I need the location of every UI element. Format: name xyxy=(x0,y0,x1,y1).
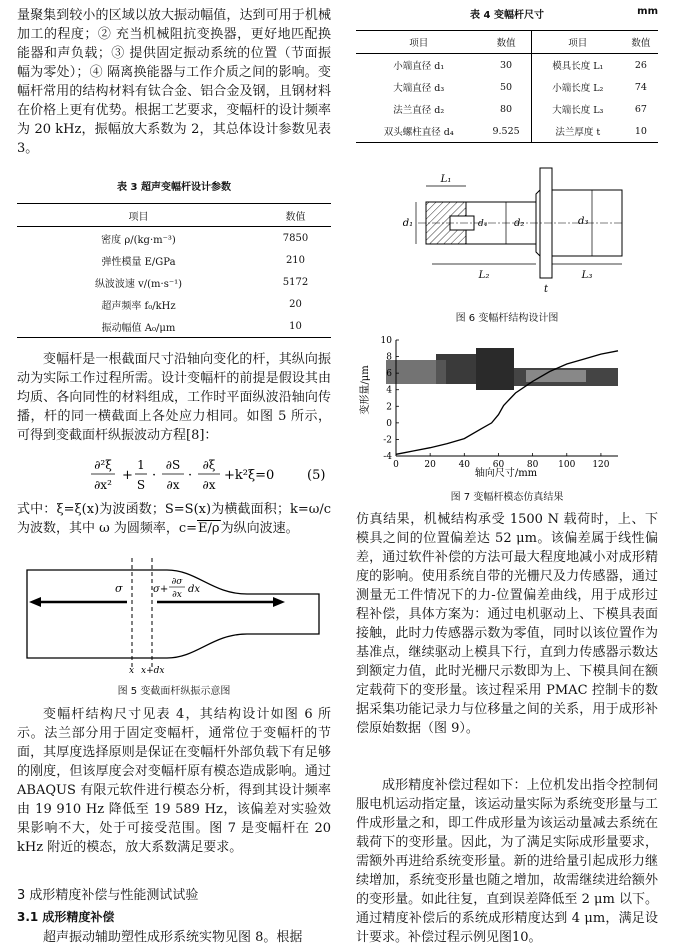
label-sigma: σ xyxy=(115,582,123,595)
table-header: 数值 xyxy=(260,204,331,227)
y-tick-label: 4 xyxy=(386,385,392,396)
table-cell: 210 xyxy=(285,254,306,266)
table-cell: 小端长度 L₂ xyxy=(531,76,624,98)
table3-caption: 表 3 超声变幅杆设计参数 xyxy=(117,182,231,193)
label-t: t xyxy=(543,284,549,295)
table-header-row xyxy=(356,31,658,54)
eq-term4-den: ∂x xyxy=(202,478,216,492)
table-cell: 纵波波速 v/(m·s⁻¹) xyxy=(94,278,183,290)
contour-block xyxy=(476,348,514,390)
x-tick-label: 20 xyxy=(424,460,436,470)
y-tick-label: 6 xyxy=(386,369,392,380)
table-cell: 10 xyxy=(634,125,647,137)
figure6-diagram xyxy=(396,164,626,300)
label-dx: dx xyxy=(188,584,201,595)
table-row xyxy=(17,249,331,271)
table-header: 项目 xyxy=(531,31,624,54)
table-cell: 20 xyxy=(289,298,302,310)
eq-term1-den: ∂x² xyxy=(94,478,112,492)
table-header-row xyxy=(17,204,331,227)
y-tick-label: -2 xyxy=(383,435,392,446)
table3 xyxy=(17,203,331,338)
table-cell: 弹性模量 E/GPa xyxy=(101,256,176,268)
table-cell: 50 xyxy=(500,81,513,93)
table-cell: 9.525 xyxy=(492,125,520,137)
table-cell: 双头螺柱直径 d₄ xyxy=(383,127,454,138)
eq-term1-num: ∂²ξ xyxy=(94,458,112,472)
table-header: 数值 xyxy=(481,31,531,54)
x-tick-label: 100 xyxy=(558,460,576,470)
eq-dot: · xyxy=(152,468,157,483)
subsection-heading: 3.1 成形精度补偿 xyxy=(17,910,115,924)
y-tick-label: 8 xyxy=(386,352,392,363)
table-cell: 大端长度 L₃ xyxy=(531,98,624,120)
table-cell: 超声频率 f₀/kHz xyxy=(101,300,176,312)
y-tick-label: 2 xyxy=(386,402,392,413)
figure5-diagram xyxy=(17,552,331,676)
label-x: x xyxy=(129,666,135,676)
figure5-caption: 图 5 变截面杆纵振示意图 xyxy=(117,686,231,697)
label-dsigma: ∂σ xyxy=(171,577,183,587)
paragraph: 变幅杆是一根截面尺寸沿轴向变化的杆，其纵向振动为实际工作过程所需。设计变幅杆的前提是假设其由均质、各向同性的材料组成，工作时平面纵波沿轴向传播，杆的同一横截面上各处应力相同。如图 5 所示，可得到变截面杆纵振波动方程[8]： xyxy=(17,352,331,443)
x-tick-label: 80 xyxy=(526,460,539,470)
eq-plus: + xyxy=(122,468,133,483)
table-cell: 振动幅值 A₀/μm xyxy=(101,322,176,334)
table-cell: 26 xyxy=(634,59,647,71)
contour-block xyxy=(386,360,446,384)
label-dx-den: ∂x xyxy=(172,590,182,600)
table-header: 项目 xyxy=(356,31,481,54)
figure7-caption: 图 7 变幅杆模态仿真结果 xyxy=(450,492,564,503)
label-L3: L₃ xyxy=(581,270,593,281)
table-row xyxy=(356,98,658,120)
table-cell: 67 xyxy=(634,103,647,115)
table-row xyxy=(356,54,658,77)
table-row xyxy=(17,293,331,315)
table-header: 数值 xyxy=(624,31,658,54)
x-tick-label: 0 xyxy=(393,460,399,470)
y-tick-label: -4 xyxy=(383,452,392,462)
paragraph: 量聚集到较小的区域以放大振动幅值，达到可用于机械加工的程度；② 充当机械阻抗变换器，更好地匹配换能器和声负载；③ 提供固定振动系统的位置（节面振幅为零处）；④ 隔离换能器与工作介质之间的影响。变幅杆常用的结构材料有钛合金、铝合金及钢，且钢材料在价格上更有优势。根据工艺要求，变幅杆的设计频率为 20 kHz，振幅放大系数为 2，其总体设计参数见表 3。 xyxy=(17,8,331,156)
table-row xyxy=(356,120,658,143)
paragraph-text: 式中：ξ=ξ(x)为波函数；S=S(x)为横截面积；k=ω/c 为波数，其中 ω 为圆频率，c= xyxy=(17,502,331,536)
paragraph xyxy=(17,500,331,538)
y-axis-label: 变形量/μm xyxy=(360,365,371,415)
table4-caption-row xyxy=(356,6,658,22)
label-d4: d₄ xyxy=(478,219,488,229)
table-cell: 10 xyxy=(289,320,302,332)
table4-unit: mm xyxy=(637,6,658,17)
label-d3: d₃ xyxy=(578,216,589,227)
paragraph: 仿真结果，机械结构承受 1500 N 载荷时，上、下模具之间的位置偏差达 52 μm。该偏差属于线性偏差，通过软件补偿的方法可最大程度地减小对成形精度的影响。使用系统自带的光栅尺及力传感器，通过测量无工件情况下的力-位置偏差曲线，用于成形过程补偿，具体方案为：通过电机驱动上、下模具表面接触，此时力传感器示数为零值，同时以该位置作为基准点，继续驱动上模具下行，直到力传感器示数达到额定力值，此时光栅尺示数即为上、下模具间在额定载荷下的变形量。该过程采用 PMAC 控制卡的数据采集功能记录力与位移量之间的关系，用于成形补偿原始数据（图 9）。 xyxy=(356,512,658,736)
label-d1: d₁ xyxy=(402,218,414,229)
paragraph: 成形精度补偿过程如下：上位机发出指令控制伺服电机运动指定量，该运动量实际为系统变形量与工件成形量之和，即工件成形量为该运动量减去系统在载荷下的变形量。因此，为了满足实际成形量要求，需额外再进给系统变形量。新的进给量引起成形力继续增加，系统变形量也随之增加，故需继续进给额外的变形量。如此往复，直到误差降低至 2 μm 以下。通过精度补偿后的系统成形精度达到 4 μm，满足设计要求。补偿过程示例见图10。 xyxy=(356,778,658,945)
eq-term2-den: S xyxy=(136,478,146,492)
paragraph: 变幅杆结构尺寸见表 4，其结构设计如图 6 所示。法兰部分用于固定变幅杆，通常位于变幅杆的节面，其厚度选择原则是保证在变幅杆外部负载下有足够的刚度，但该厚度会对变幅杆原有模态造成影响。通过 ABAQUS 有限元软件进行模态分析，得到其设计频率由 19 910 Hz 降低至 19 589 Hz，该偏差对实验效果影响不大，处于可接受范围。图 7 是变幅杆在 20 kHz 附近的模态，放大系数满足要求。 xyxy=(17,707,331,855)
x-tick-label: 120 xyxy=(592,460,610,470)
table-header: 项目 xyxy=(17,204,260,227)
table-cell: 密度 ρ/(kg·m⁻³) xyxy=(101,234,176,246)
label-L1: L₁ xyxy=(440,174,452,185)
figure7-chart xyxy=(356,330,658,480)
eq-tail: +k²ξ=0 xyxy=(224,468,275,483)
table-cell: 大端直径 d₃ xyxy=(393,83,445,94)
table-cell: 74 xyxy=(634,81,647,93)
x-axis-label: 轴向尺寸/mm xyxy=(474,468,538,479)
eq-term3-den: ∂x xyxy=(166,478,180,492)
table-row xyxy=(356,76,658,98)
arrowhead xyxy=(273,597,285,607)
label-L2: L₂ xyxy=(478,270,490,281)
table-cell: 法兰直径 d₂ xyxy=(393,105,445,116)
paragraph-text: 为纵向波速。 xyxy=(220,521,299,536)
table-row xyxy=(17,315,331,338)
arrowhead xyxy=(29,597,41,607)
label-x-plus-dx: x+dx xyxy=(141,666,165,676)
label-d2: d₂ xyxy=(514,218,525,229)
section-heading: 3 成形精度补偿与性能测试试验 xyxy=(17,888,199,903)
table-cell: 80 xyxy=(500,103,513,115)
figure6-caption: 图 6 变幅杆结构设计图 xyxy=(455,313,559,324)
y-tick-label: 10 xyxy=(380,336,392,346)
table4 xyxy=(356,30,658,143)
table4-caption: 表 4 变幅杆尺寸 xyxy=(470,10,544,21)
table-row xyxy=(17,271,331,293)
x-tick-label: 60 xyxy=(492,460,505,470)
eq-dot: · xyxy=(188,468,193,483)
table-cell: 模具长度 L₁ xyxy=(531,54,624,77)
eq-term2-num: 1 xyxy=(137,458,145,472)
table-cell: 小端直径 d₁ xyxy=(393,61,445,72)
y-tick-label: 0 xyxy=(386,418,392,429)
x-tick-label: 40 xyxy=(458,460,471,470)
equation-5 xyxy=(17,452,331,498)
table-cell: 5172 xyxy=(282,276,309,288)
table-cell: 法兰厚度 t xyxy=(531,120,624,143)
table-cell: 30 xyxy=(500,59,513,71)
eq-term3-num: ∂S xyxy=(165,458,181,472)
equation-number: (5) xyxy=(307,468,326,483)
table-cell: 7850 xyxy=(282,232,309,244)
table-row xyxy=(17,227,331,250)
eq-term4-num: ∂ξ xyxy=(202,458,216,472)
paragraph: 超声振动辅助塑性成形系统实物见图 8。根据 xyxy=(43,930,303,945)
label-sigma-plus: σ+ xyxy=(153,584,169,595)
sqrt-expression: E/ρ xyxy=(198,521,220,536)
